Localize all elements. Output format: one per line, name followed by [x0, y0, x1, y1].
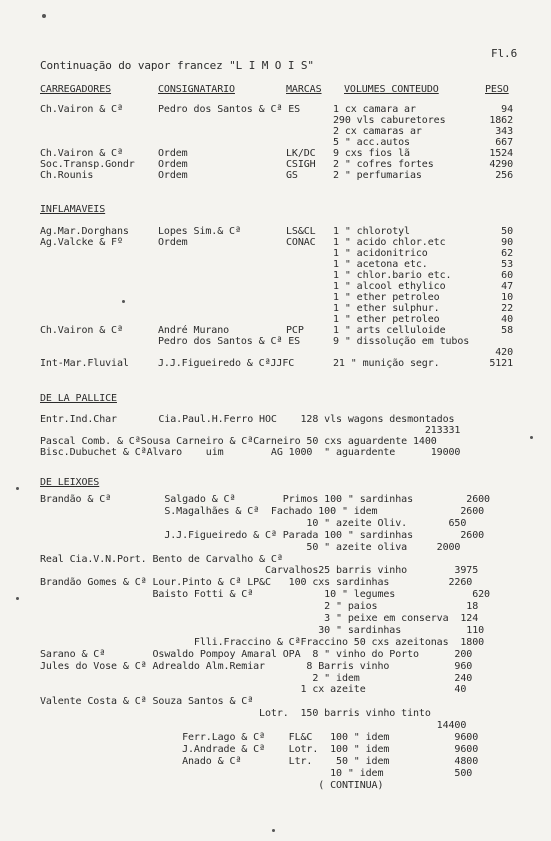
contents-cell: 2 " perfumarias — [333, 170, 422, 181]
contents-cell: 2 " cofres fortes — [333, 159, 434, 170]
document-line: Anado & Cª Ltr. 50 " idem 4800 — [40, 755, 479, 767]
document-line: 10 " azeite Oliv. 650 — [40, 517, 467, 529]
consignee-cell: Ordem — [158, 159, 188, 170]
col-volumes-conteudo: VOLUMES CONTEUDO — [344, 84, 439, 95]
document-line: 3 " peixe em conserva 124 — [40, 613, 479, 624]
document-line: Flli.Fraccino & CªFraccino 50 cxs azeitonas 1800 — [40, 636, 485, 648]
document-title: Continuação do vapor francez "L I M O I S" — [40, 59, 314, 72]
weight-cell: 1862 — [489, 115, 513, 126]
weight-cell: 256 — [495, 170, 513, 181]
shipper-cell: Ch.Vairon & Cª — [40, 148, 123, 159]
document-line: Real Cia.V.N.Port. Bento de Carvalho & Cª — [40, 553, 283, 565]
consignee-cell: Pedro dos Santos & Cª ES — [158, 104, 301, 115]
consignee-cell: J.J.Figueiredo & CªJJFC — [158, 358, 295, 369]
contents-cell: 1 " ether petroleo — [333, 314, 440, 325]
document-line: J.Andrade & Cª Lotr. 100 " idem 9600 — [40, 743, 479, 755]
document-line: 2 " idem 240 — [40, 672, 473, 684]
scan-mark — [530, 436, 533, 439]
contents-cell: 290 vls caburetores — [333, 115, 446, 126]
document-line: Carvalhos25 barris vinho 3975 — [40, 565, 479, 577]
consignee-cell: Lopes Sim.& Cª — [158, 226, 241, 237]
weight-cell: 4290 — [489, 159, 513, 170]
weight-cell: 60 — [501, 270, 513, 281]
document-line: S.Magalhães & Cª Fachado 100 " idem 2600 — [40, 505, 485, 517]
contents-cell: 9 " dissolução em tubos — [333, 336, 470, 347]
shipper-cell: Ch.Vairon & Cª — [40, 325, 123, 336]
document-line: Ferr.Lago & Cª FL&C 100 " idem 9600 — [40, 732, 479, 743]
shipper-cell: Ch.Vairon & Cª — [40, 104, 123, 115]
document-line: 1 cx azeite 40 — [40, 684, 467, 696]
weight-cell: 58 — [501, 325, 513, 336]
weight-cell: 10 — [501, 292, 513, 303]
consignee-cell: Ordem — [158, 237, 188, 248]
section-de-leixoes: DE LEIXOES — [40, 477, 100, 488]
document-line: Pascal Comb. & CªSousa Carneiro & CªCarneiro 50 cxs aguardente 1400 — [40, 436, 437, 447]
mark-cell: GS — [286, 170, 298, 181]
scan-mark — [16, 487, 19, 490]
document-line: Valente Costa & Cª Souza Santos & Cª — [40, 696, 254, 708]
mark-cell: LS&CL — [286, 226, 316, 237]
contents-cell: 1 " chlor.bario etc. — [333, 270, 452, 281]
document-line: Entr.Ind.Char Cia.Paul.H.Ferro HOC 128 vls wagons desmontados — [40, 414, 455, 425]
consignee-cell: André Murano — [158, 325, 230, 336]
document-line: 213331 — [40, 425, 461, 436]
weight-cell: 50 — [501, 226, 513, 237]
weight-cell: 1524 — [489, 148, 513, 159]
consignee-cell: Ordem — [158, 148, 188, 159]
document-line: Lotr. 150 barris vinho tinto — [40, 708, 431, 720]
weight-cell: 90 — [501, 237, 513, 248]
contents-cell: 1 " acetona etc. — [333, 259, 428, 270]
shipper-cell: Soc.Transp.Gondr — [40, 159, 135, 170]
document-line: 14400 — [40, 720, 467, 732]
contents-cell: 1 " ether sulphur. — [333, 303, 440, 314]
document-line: J.J.Figueiredo & Cª Parada 100 " sardinhas 2600 — [40, 529, 485, 541]
page-number: Fl.6 — [491, 47, 518, 60]
document-line: 10 " idem 500 — [40, 767, 473, 779]
document-line: 30 " sardinhas 110 — [40, 624, 485, 636]
section-de-la-pallice: DE LA PALLICE — [40, 393, 117, 404]
shipper-cell: Ag.Mar.Dorghans — [40, 226, 129, 237]
contents-cell: 1 " chlorotyl — [333, 226, 410, 237]
document-line: 2 " paios 18 — [40, 601, 479, 613]
document-line: Jules do Vose & Cª Adrealdo Alm.Remiar 8 Barris vinho 960 — [40, 660, 473, 672]
weight-cell: 420 — [495, 347, 513, 358]
document-line: Baisto Fotti & Cª 10 " legumes 620 — [40, 589, 490, 601]
col-marcas: MARCAS — [286, 84, 322, 95]
shipper-cell: Int-Mar.Fluvial — [40, 358, 129, 369]
document-line: Brandão & Cª Salgado & Cª Primos 100 " sardinhas 2600 — [40, 494, 490, 505]
scan-mark — [122, 300, 125, 303]
document-line: Brandão Gomes & Cª Lour.Pinto & Cª LP&C 100 cxs sardinhas 2260 — [40, 577, 473, 589]
weight-cell: 343 — [495, 126, 513, 137]
weight-cell: 667 — [495, 137, 513, 148]
mark-cell: CONAC — [286, 237, 316, 248]
mark-cell: LK/DC — [286, 148, 316, 159]
weight-cell: 47 — [501, 281, 513, 292]
weight-cell: 5121 — [489, 358, 513, 369]
document-line: ( CONTINUA) — [40, 779, 384, 791]
col-carregadores: CARREGADORES — [40, 84, 112, 95]
scan-mark — [272, 829, 275, 832]
contents-cell: 1 " arts celluloide — [333, 325, 446, 336]
contents-cell: 9 cxs fios lã — [333, 148, 410, 159]
shipper-cell: Ag.Valcke & Fº — [40, 237, 123, 248]
contents-cell: 1 " ether petroleo — [333, 292, 440, 303]
contents-cell: 5 " acc.autos — [333, 137, 410, 148]
mark-cell: PCP — [286, 325, 304, 336]
col-peso: PESO — [485, 84, 509, 95]
contents-cell: 21 " munição segr. — [333, 358, 440, 369]
mark-cell: CSIGH — [286, 159, 316, 170]
col-consignatario: CONSIGNATARIO — [158, 84, 235, 95]
weight-cell: 53 — [501, 259, 513, 270]
contents-cell: 2 cx camaras ar — [333, 126, 422, 137]
weight-cell: 62 — [501, 248, 513, 259]
weight-cell: 94 — [501, 104, 513, 115]
contents-cell: 1 " acido chlor.etc — [333, 237, 446, 248]
contents-cell: 1 cx camara ar — [333, 104, 416, 115]
weight-cell: 40 — [501, 314, 513, 325]
consignee-cell: Pedro dos Santos & Cª ES — [158, 336, 301, 347]
shipper-cell: Ch.Rounis — [40, 170, 94, 181]
weight-cell: 22 — [501, 303, 513, 314]
scan-mark — [42, 14, 46, 18]
section-inflamaveis: INFLAMAVEIS — [40, 204, 106, 215]
contents-cell: 1 " acidonitrico — [333, 248, 428, 259]
contents-cell: 1 " alcool ethylico — [333, 281, 446, 292]
document-line: Sarano & Cª Oswaldo Pompoy Amaral OPA 8 " vinho do Porto 200 — [40, 648, 473, 660]
document-line: 50 " azeite oliva 2000 — [40, 541, 461, 553]
scan-mark — [16, 597, 19, 600]
document-line: Bisc.Dubuchet & CªAlvaro uim AG 1000 " aguardente 19000 — [40, 447, 461, 458]
consignee-cell: Ordem — [158, 170, 188, 181]
